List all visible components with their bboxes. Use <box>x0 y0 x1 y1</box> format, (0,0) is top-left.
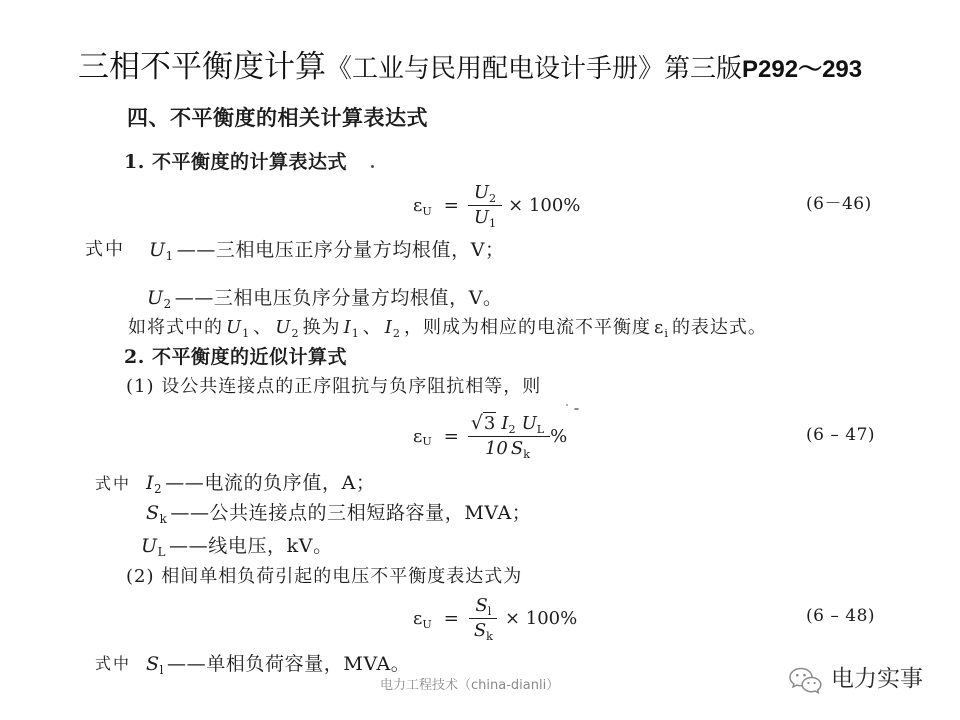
fraction-denominator <box>468 206 502 229</box>
symbol-subscript: 2 <box>154 481 163 496</box>
symbol-sk <box>511 438 530 460</box>
slide-title <box>78 47 862 92</box>
symbol-subscript: k <box>486 629 493 643</box>
symbol-subscript: l <box>487 604 492 618</box>
part1-heading: 1. 不平衡度的计算表达式 <box>124 151 347 173</box>
symbol-u1 <box>474 207 496 229</box>
equation-number: (6 – 47) <box>806 425 876 445</box>
symbol-base: U <box>141 535 158 557</box>
definition-line <box>143 652 410 676</box>
symbol-u1 <box>149 238 174 262</box>
symbol-subscript: 1 <box>242 326 251 340</box>
scan-speck <box>574 408 579 410</box>
formula-6-48 <box>410 595 577 642</box>
radical-sign: √ <box>470 412 483 434</box>
definition-text: ——三相电压负序分量方均根值，V。 <box>174 287 503 309</box>
scan-speck <box>566 404 568 406</box>
formula-6-46 <box>410 182 580 229</box>
symbol-subscript: 2 <box>392 326 402 340</box>
definition-line <box>143 501 531 525</box>
footer-source: 电力工程技术（china-dianli） <box>380 678 560 693</box>
equals-sign: = <box>443 608 459 629</box>
symbol-base: S <box>473 620 487 641</box>
symbol-i1 <box>344 316 360 340</box>
symbol-subscript: U <box>422 204 432 218</box>
fraction-denominator <box>482 437 536 460</box>
note-text: 换为 <box>302 317 341 338</box>
symbol-subscript: k <box>159 511 168 526</box>
definition-text: ——电流的负序值，A； <box>165 472 376 494</box>
wechat-icon <box>789 667 822 694</box>
symbol-i2 <box>501 413 515 435</box>
coefficient: 10 <box>484 438 508 459</box>
symbol-base: ε <box>413 195 423 216</box>
symbol-subscript: 2 <box>163 296 172 311</box>
radicand: 3 <box>483 413 496 434</box>
symbol-sl <box>146 652 164 676</box>
watermark-text: 电力实事 <box>831 666 923 692</box>
symbol-u1 <box>226 316 250 340</box>
fraction-denominator <box>468 619 499 642</box>
title-pages: P292～293 <box>742 56 863 83</box>
definition-line <box>138 534 333 558</box>
symbol-ul <box>141 534 166 558</box>
fraction <box>468 412 550 460</box>
symbol-base: S <box>510 438 524 459</box>
fraction-numerator <box>468 412 550 437</box>
percent-sign: % <box>550 425 568 447</box>
square-root <box>471 412 497 435</box>
equals-sign: = <box>443 195 459 216</box>
definition-text: ——公共连接点的三相短路容量，MVA； <box>170 502 532 524</box>
symbol-subscript: i <box>664 326 669 340</box>
symbol-subscript: 2 <box>489 191 497 205</box>
note-text: 如将式中的 <box>128 317 223 338</box>
symbol-sk <box>146 501 167 525</box>
fraction-numerator <box>468 182 502 206</box>
symbol-base: U <box>147 287 164 309</box>
symbol-subscript: L <box>157 544 167 559</box>
symbol-subscript: 2 <box>508 422 516 436</box>
note-text: 的表达式。 <box>671 317 767 338</box>
symbol-base: U <box>275 317 292 338</box>
fraction <box>468 595 499 642</box>
definition-text: ——单相负荷容量，MVA。 <box>167 653 411 675</box>
case2-text: (2) 相间单相负荷引起的电压不平衡度表达式为 <box>126 566 523 587</box>
epsilon-u-symbol <box>413 195 432 216</box>
symbol-subscript: 1 <box>489 216 497 230</box>
where-label: 式中 <box>95 474 132 493</box>
symbol-base: U <box>226 317 243 338</box>
symbol-sk <box>474 620 493 642</box>
epsilon-u-symbol <box>413 426 432 447</box>
symbol-sl <box>475 595 491 617</box>
symbol-base: ε <box>413 425 423 447</box>
symbol-base: I <box>384 317 393 338</box>
case1-text: (1) 设公共连接点的正序阻抗与负序阻抗相等，则 <box>126 376 542 397</box>
symbol-subscript: k <box>523 447 530 461</box>
symbol-u2 <box>275 316 299 340</box>
symbol-base: I <box>501 413 509 434</box>
symbol-i2 <box>146 471 162 495</box>
definition-line <box>144 286 503 310</box>
current-unbalance-note <box>128 316 767 340</box>
symbol-subscript: U <box>422 617 432 631</box>
symbol-base: I <box>146 472 155 494</box>
note-text: 、 <box>253 317 273 338</box>
scan-speck <box>371 165 374 168</box>
symbol-i2 <box>385 316 401 340</box>
symbol-base: I <box>343 317 352 338</box>
section-heading: 四、不平衡度的相关计算表达式 <box>127 105 428 130</box>
symbol-base: S <box>146 502 160 524</box>
symbol-subscript: 1 <box>351 326 360 340</box>
symbol-base: U <box>149 239 166 261</box>
equals-sign: = <box>443 425 459 447</box>
epsilon-u-symbol <box>413 608 432 629</box>
symbol-base: ε <box>413 608 423 629</box>
symbol-u2 <box>474 182 496 204</box>
symbol-subscript: l <box>159 662 164 677</box>
symbol-base: U <box>521 413 537 434</box>
percent-factor: × 100% <box>508 195 581 216</box>
epsilon-i-symbol <box>654 316 669 340</box>
note-text: 、 <box>362 317 382 338</box>
symbol-base: ε <box>654 317 665 338</box>
symbol-subscript: 1 <box>165 248 174 263</box>
symbol-subscript: L <box>536 422 545 436</box>
definition-text: ——线电压，kV。 <box>169 535 333 557</box>
equation-number: (6 – 48) <box>806 606 876 626</box>
symbol-base: S <box>475 595 488 616</box>
symbol-ul <box>522 413 545 435</box>
definition-text: ——三相电压正序分量方均根值，V； <box>176 239 505 261</box>
wechat-icon-graphic <box>789 667 822 694</box>
fraction <box>468 182 502 229</box>
part2-heading: 2. 不平衡度的近似计算式 <box>124 346 347 368</box>
definition-line <box>146 238 505 262</box>
title-main: 三相不平衡度计算 <box>78 49 326 85</box>
equation-number: (6－46) <box>806 194 872 214</box>
formula-6-47 <box>410 412 567 460</box>
where-label: 式中 <box>85 239 125 260</box>
percent-factor: × 100% <box>504 608 578 629</box>
fraction-numerator <box>469 595 497 619</box>
symbol-subscript: U <box>422 435 432 449</box>
symbol-subscript: 2 <box>291 326 300 340</box>
where-label: 式中 <box>95 654 132 673</box>
title-book: 《工业与民用配电设计手册》第三版 <box>326 54 743 84</box>
symbol-base: S <box>146 653 160 675</box>
symbol-u2 <box>147 286 172 310</box>
symbol-base: U <box>473 207 489 228</box>
definition-line <box>143 471 376 495</box>
symbol-base: U <box>473 182 489 203</box>
note-text: ，则成为相应的电流不平衡度 <box>404 317 652 338</box>
